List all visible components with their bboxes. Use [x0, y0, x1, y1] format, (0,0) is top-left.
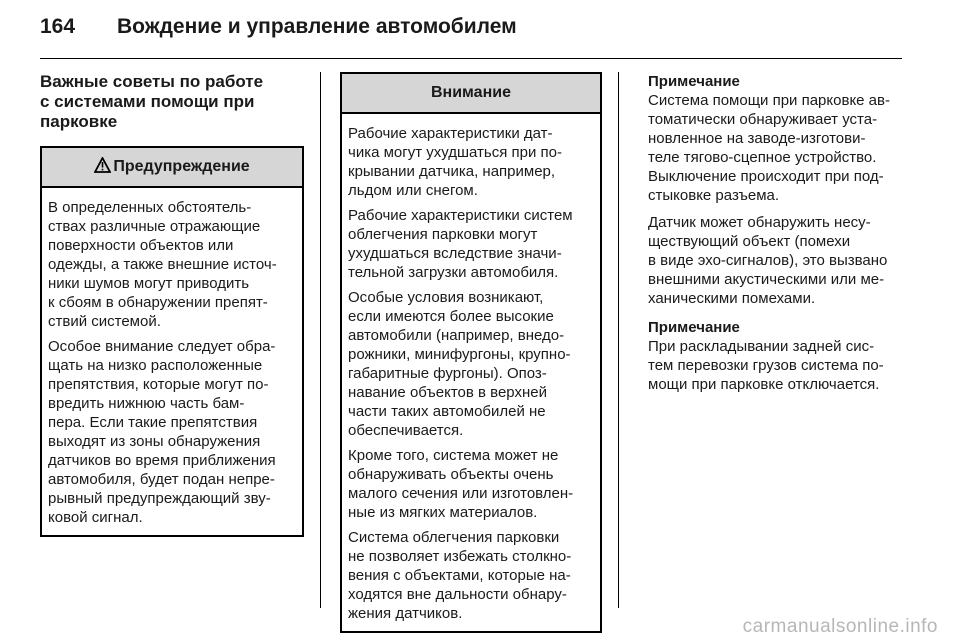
caution-box-header	[342, 74, 600, 114]
note-block	[648, 318, 910, 394]
caution-paragraph: Особые условия возникают, если имеются более высокие автомобили (например, внедо- рожники, минифургоны, крупно- габаритные фургоны). Опоз- навание объектов в верхней части таких автомобилей не обеспечивается.	[348, 289, 571, 439]
note-text: Система помощи при парковке ав- томатически обнаруживает уста- новленное на заводе-изготови- теле тягово-сцепное устройство. Выключение происходит при под- стыковке разъема.	[648, 92, 890, 204]
column-middle	[340, 72, 602, 633]
column-right	[648, 72, 910, 402]
column-divider-1	[320, 72, 321, 608]
section-title: Важные советы по работе с системами помощи при парковке	[40, 72, 264, 131]
caution-box-body	[342, 114, 600, 631]
watermark: carmanualsonline.info	[742, 616, 938, 637]
warning-box-header	[42, 148, 302, 188]
note-text: При раскладывании задней сис- тем перевозки грузов система по- мощи при парковке отключается.	[648, 338, 884, 393]
warning-box	[40, 146, 304, 537]
note-title: Примечание	[648, 73, 740, 90]
caution-paragraph: Кроме того, система может не обнаруживать объекты очень малого сечения или изготовлен- ные из мягких материалов.	[348, 447, 574, 521]
column-divider-2	[618, 72, 619, 608]
caution-title: Внимание	[431, 84, 511, 101]
note-block	[648, 72, 910, 205]
body-paragraph: Датчик может обнаружить несу- ществующий объект (помехи в виде эхо-сигналов), это вызвано внешними акустическими или ме- ханическими помехами.	[648, 214, 888, 307]
page-header	[40, 15, 902, 51]
caution-paragraph: Рабочие характеристики систем облегчения парковки могут ухудшаться вследствие значи- тельной загрузки автомобиля.	[348, 207, 573, 281]
warning-title: Предупреждение	[113, 158, 250, 175]
caution-paragraph: Рабочие характеристики дат- чика могут ухудшаться при по- крывании датчика, например, льдом или снегом.	[348, 125, 563, 199]
warning-box-body	[42, 188, 302, 535]
note-title: Примечание	[648, 319, 740, 336]
warning-paragraph: В определенных обстоятель- ствах различные отражающие поверхности объектов или одежды, а также внешние источ- ники шумов могут приводить к сбоям в обнаружении препят- ствий системой.	[48, 199, 277, 330]
header-rule	[40, 58, 902, 59]
caution-paragraph: Система облегчения парковки не позволяет избежать столкно- вения с объектами, которые на- ходятся вне дальности обнару- жения датчиков.	[348, 529, 572, 622]
warning-triangle-icon	[94, 157, 111, 178]
chapter-title: Вождение и управление автомобилем	[117, 15, 517, 38]
page-number: 164	[40, 15, 76, 38]
caution-box	[340, 72, 602, 633]
warning-paragraph: Особое внимание следует обра- щать на низко расположенные препятствия, которые могут по- вредить нижнюю часть бам- пера. Если такие препятствия выходят из зоны обнаружения датчиков во время приближения автомобиля, будет подан непре- рывный предупреждающий зву- ковой сигнал.	[48, 338, 276, 526]
column-left	[40, 72, 304, 537]
